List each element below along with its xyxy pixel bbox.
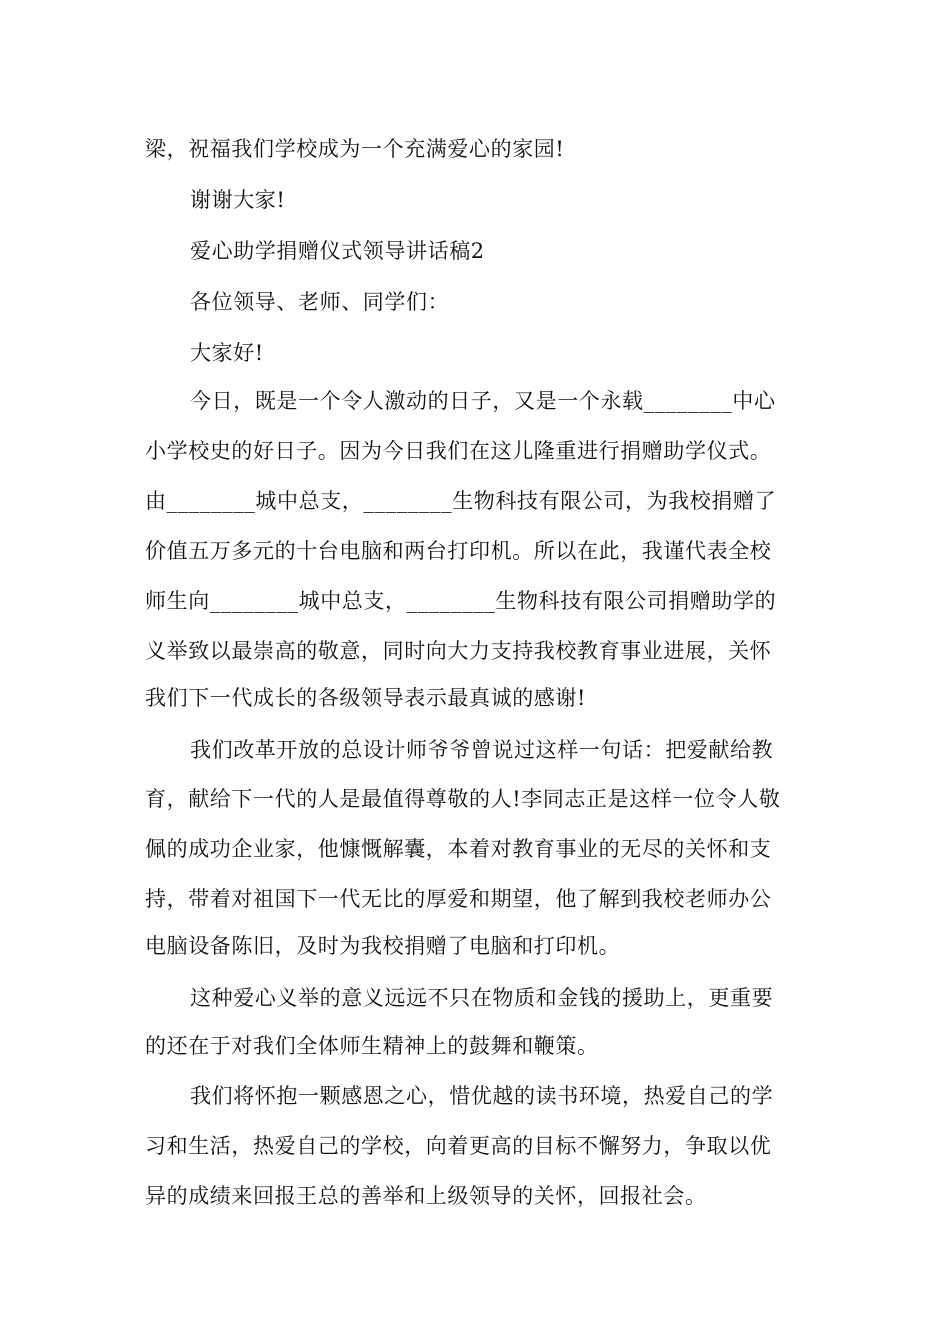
text-line: 异的成绩来回报王总的善举和上级领导的关怀，回报社会。 xyxy=(145,1184,707,1208)
text-line: 师生向________城中总支，________生物科技有限公司捐赠助学的 xyxy=(145,589,777,613)
text-line: 这种爱心义举的意义远远不只在物质和金钱的援助上，更重要 xyxy=(190,986,774,1010)
text-line: 梁，祝福我们学校成为一个充满爱心的家园! xyxy=(145,137,565,161)
text-line: 电脑设备陈旧，及时为我校捐赠了电脑和打印机。 xyxy=(145,934,621,958)
text-line: 价值五万多元的十台电脑和两台打印机。所以在此，我谨代表全校 xyxy=(145,539,772,563)
text-line: 佩的成功企业家，他慷慨解囊，本着对教育事业的无尽的关怀和支 xyxy=(145,837,772,861)
text-line: 我们将怀抱一颗感恩之心，惜优越的读书环境，热爱自己的学 xyxy=(190,1084,774,1108)
text-line: 小学校史的好日子。因为今日我们在这儿隆重进行捐赠助学仪式。 xyxy=(145,439,772,463)
section-title: 爱心助学捐赠仪式领导讲话稿2 xyxy=(190,239,485,263)
salutation: 各位领导、老师、同学们： xyxy=(190,290,450,314)
text-line: 由________城中总支，________生物科技有限公司，为我校捐赠了 xyxy=(145,489,777,513)
text-line: 我们改革开放的总设计师爷爷曾说过这样一句话：把爱献给教 xyxy=(190,738,774,762)
text-line: 持，带着对祖国下一代无比的厚爱和期望，他了解到我校老师办公 xyxy=(145,887,772,911)
text-line: 育，献给下一代的人是最值得尊敬的人!李同志正是这样一位令人敬 xyxy=(145,787,781,811)
greeting: 大家好! xyxy=(190,341,264,365)
text-line: 义举致以最崇高的敬意，同时向大力支持我校教育事业进展，关怀 xyxy=(145,639,772,663)
text-line: 我们下一代成长的各级领导表示最真诚的感谢! xyxy=(145,686,587,710)
text-line: 今日，既是一个令人激动的日子，又是一个永载________中心 xyxy=(190,389,776,413)
text-line: 谢谢大家! xyxy=(190,188,286,212)
text-line: 的还在于对我们全体师生精神上的鼓舞和鞭策。 xyxy=(145,1034,599,1058)
text-line: 习和生活，热爱自己的学校，向着更高的目标不懈努力，争取以优 xyxy=(145,1134,772,1158)
